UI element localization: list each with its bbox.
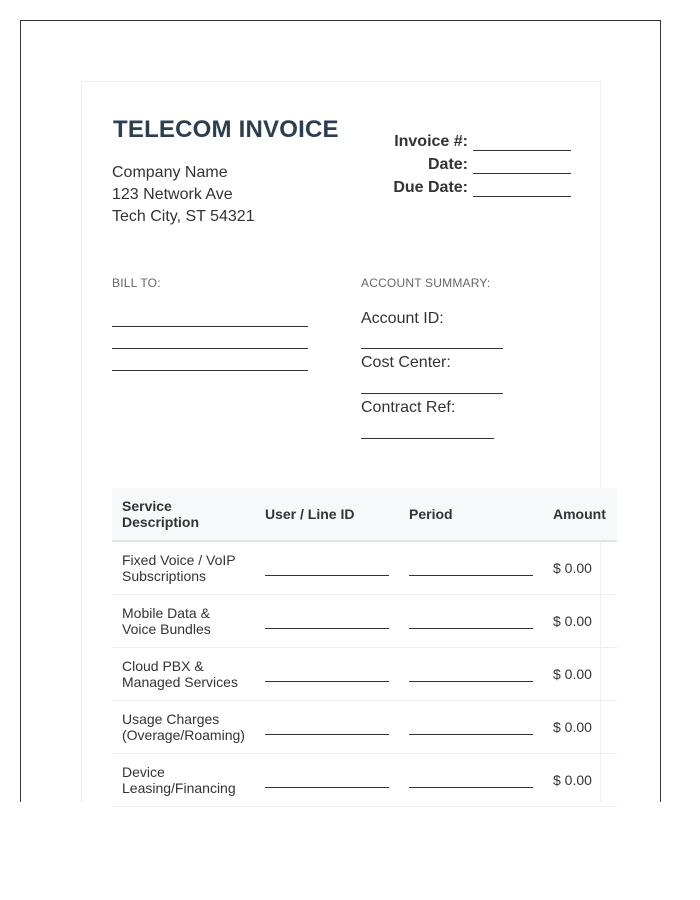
header-service-description: Service Description <box>112 488 255 541</box>
due-date-row <box>340 174 571 197</box>
row-amount: $ 0.00 <box>543 595 617 648</box>
header-user-line-id: User / Line ID <box>255 488 399 541</box>
row-amount: $ 0.00 <box>543 701 617 754</box>
company-name: Company Name <box>112 164 228 181</box>
user-line-id-field[interactable] <box>265 628 389 629</box>
cost-center-field[interactable] <box>361 393 503 394</box>
table-row <box>112 754 617 807</box>
company-block <box>112 162 255 228</box>
header-period: Period <box>399 488 543 541</box>
user-line-id-field[interactable] <box>265 681 389 682</box>
services-table <box>112 488 617 807</box>
row-description: Fixed Voice / VoIP Subscriptions <box>112 541 255 595</box>
bill-to-line-2[interactable] <box>112 348 308 349</box>
row-description: Cloud PBX & Managed Services <box>112 648 255 701</box>
invoice-number-field[interactable] <box>473 133 571 151</box>
header-amount: Amount <box>543 488 617 541</box>
row-user-line-cell <box>255 701 399 754</box>
row-period-cell <box>399 701 543 754</box>
row-amount: $ 0.00 <box>543 541 617 595</box>
period-field[interactable] <box>409 734 533 735</box>
row-period-cell <box>399 541 543 595</box>
due-date-label: Due Date: <box>393 179 468 196</box>
account-id-field[interactable] <box>361 348 503 349</box>
due-date-field[interactable] <box>473 179 571 197</box>
user-line-id-field[interactable] <box>265 734 389 735</box>
invoice-title: TELECOM INVOICE <box>113 116 339 143</box>
row-description: Mobile Data & Voice Bundles <box>112 595 255 648</box>
row-amount: $ 0.00 <box>543 754 617 807</box>
period-field[interactable] <box>409 628 533 629</box>
account-id-label: Account ID: <box>361 310 444 327</box>
row-period-cell <box>399 648 543 701</box>
row-user-line-cell <box>255 595 399 648</box>
table-row <box>112 701 617 754</box>
row-description: Device Leasing/Financing <box>112 754 255 807</box>
row-user-line-cell <box>255 541 399 595</box>
contract-ref-field[interactable] <box>361 438 494 439</box>
invoice-meta <box>340 128 571 197</box>
company-address-line1: 123 Network Ave <box>112 186 233 203</box>
date-row <box>340 151 571 174</box>
bill-to-line-3[interactable] <box>112 370 308 371</box>
table-row <box>112 648 617 701</box>
cost-center-label: Cost Center: <box>361 354 451 371</box>
period-field[interactable] <box>409 681 533 682</box>
table-row <box>112 595 617 648</box>
row-user-line-cell <box>255 754 399 807</box>
company-address-line2: Tech City, ST 54321 <box>112 208 255 225</box>
row-period-cell <box>399 595 543 648</box>
bill-to-line-1[interactable] <box>112 326 308 327</box>
period-field[interactable] <box>409 787 533 788</box>
contract-ref-label: Contract Ref: <box>361 399 456 416</box>
user-line-id-field[interactable] <box>265 575 389 576</box>
row-amount: $ 0.00 <box>543 648 617 701</box>
period-field[interactable] <box>409 575 533 576</box>
invoice-number-label: Invoice #: <box>394 133 468 150</box>
row-period-cell <box>399 754 543 807</box>
row-user-line-cell <box>255 648 399 701</box>
user-line-id-field[interactable] <box>265 787 389 788</box>
invoice-number-row <box>340 128 571 151</box>
account-summary-label: ACCOUNT SUMMARY: <box>361 276 491 290</box>
date-label: Date: <box>427 156 468 173</box>
table-row <box>112 541 617 595</box>
table-header-row <box>112 488 617 541</box>
date-field[interactable] <box>473 156 571 174</box>
services-table-wrap <box>112 488 617 807</box>
bill-to-label: BILL TO: <box>112 276 161 290</box>
row-description: Usage Charges (Overage/Roaming) <box>112 701 255 754</box>
